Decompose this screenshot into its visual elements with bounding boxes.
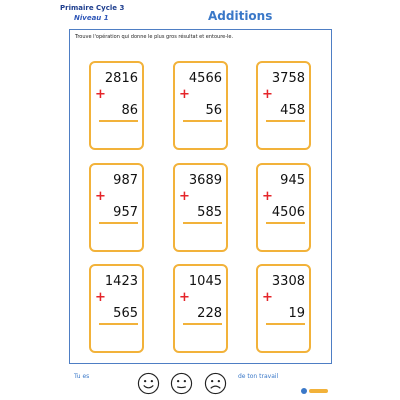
bottom-number: 228 <box>197 306 222 321</box>
bottom-number: 56 <box>205 103 222 118</box>
instruction-text: Trouve l'opération qui donne le plus gros résultat et entoure-le. <box>75 34 234 40</box>
sad-face-icon[interactable] <box>204 372 227 395</box>
top-number: 3308 <box>271 274 305 289</box>
bottom-number: 565 <box>113 306 138 321</box>
addition-card-3[interactable] <box>256 61 311 150</box>
neutral-face-icon[interactable] <box>170 372 193 395</box>
top-number: 4566 <box>188 71 222 86</box>
addition-card-9[interactable] <box>256 264 311 353</box>
bottom-number: 957 <box>113 205 138 220</box>
plus-icon: + <box>95 189 106 204</box>
plus-icon: + <box>179 290 190 305</box>
bottom-number: 86 <box>121 103 138 118</box>
plus-icon: + <box>179 189 190 204</box>
addition-card-5[interactable] <box>173 163 228 252</box>
plus-icon: + <box>95 290 106 305</box>
plus-icon: + <box>262 189 273 204</box>
top-number: 1045 <box>188 274 222 289</box>
bottom-number: 458 <box>280 103 305 118</box>
happy-face-icon[interactable] <box>137 372 160 395</box>
sum-line <box>99 222 138 224</box>
top-number: 1423 <box>104 274 138 289</box>
addition-card-4[interactable] <box>89 163 144 252</box>
addition-card-7[interactable] <box>89 264 144 353</box>
sum-line <box>99 323 138 325</box>
footer-prefix: Tu es <box>74 373 90 380</box>
addition-card-1[interactable] <box>89 61 144 150</box>
top-number: 3758 <box>271 71 305 86</box>
sum-line <box>99 120 138 122</box>
exercise-frame <box>69 29 332 364</box>
plus-icon: + <box>95 87 106 102</box>
sum-line <box>266 222 305 224</box>
sum-line <box>183 323 222 325</box>
page-title: Additions <box>208 9 273 23</box>
top-number: 945 <box>280 173 305 188</box>
cycle-label: Primaire Cycle 3 <box>60 4 125 12</box>
top-number: 2816 <box>104 71 138 86</box>
bottom-number: 19 <box>288 306 305 321</box>
top-number: 3689 <box>188 173 222 188</box>
top-number: 987 <box>113 173 138 188</box>
footer-suffix: de ton travail <box>238 373 279 380</box>
plus-icon: + <box>262 290 273 305</box>
sum-line <box>266 120 305 122</box>
plus-icon: + <box>262 87 273 102</box>
logo-icon <box>300 386 330 396</box>
niveau-label: Niveau 1 <box>74 14 109 22</box>
addition-card-6[interactable] <box>256 163 311 252</box>
addition-card-2[interactable] <box>173 61 228 150</box>
sum-line <box>266 323 305 325</box>
bottom-number: 585 <box>197 205 222 220</box>
sum-line <box>183 222 222 224</box>
plus-icon: + <box>179 87 190 102</box>
sum-line <box>183 120 222 122</box>
addition-card-8[interactable] <box>173 264 228 353</box>
bottom-number: 4506 <box>271 205 305 220</box>
